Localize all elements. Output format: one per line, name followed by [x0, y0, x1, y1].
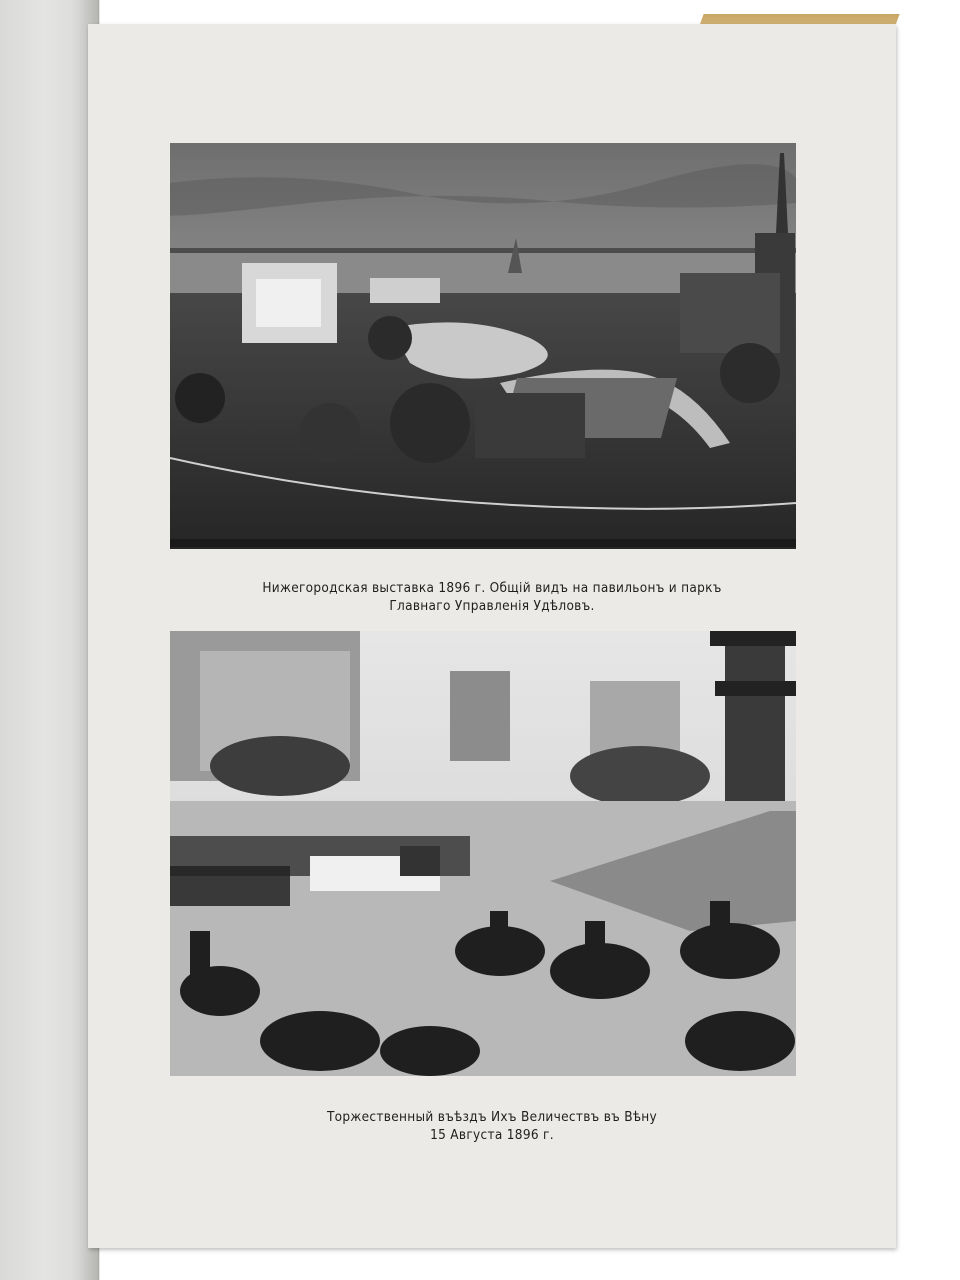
plate-1-caption-line-1: Нижегородская выставка 1896 г. Общій видъ на павильонъ и паркъ — [262, 580, 722, 596]
plate-2-caption-line-2: 15 Августа 1896 г. — [430, 1127, 554, 1143]
ceremonial-entry-photo — [170, 631, 796, 1076]
plate-1-caption-line-2: Главнаго Управленія Удѣловъ. — [389, 598, 595, 614]
plate-2-caption-line-1: Торжественный въѣздъ Ихъ Величествъ въ Вѣну — [326, 1109, 658, 1125]
plate-2-caption — [88, 1108, 896, 1144]
exhibition-photo — [170, 143, 796, 549]
plate-1-caption — [88, 579, 896, 615]
book-page — [88, 24, 896, 1248]
